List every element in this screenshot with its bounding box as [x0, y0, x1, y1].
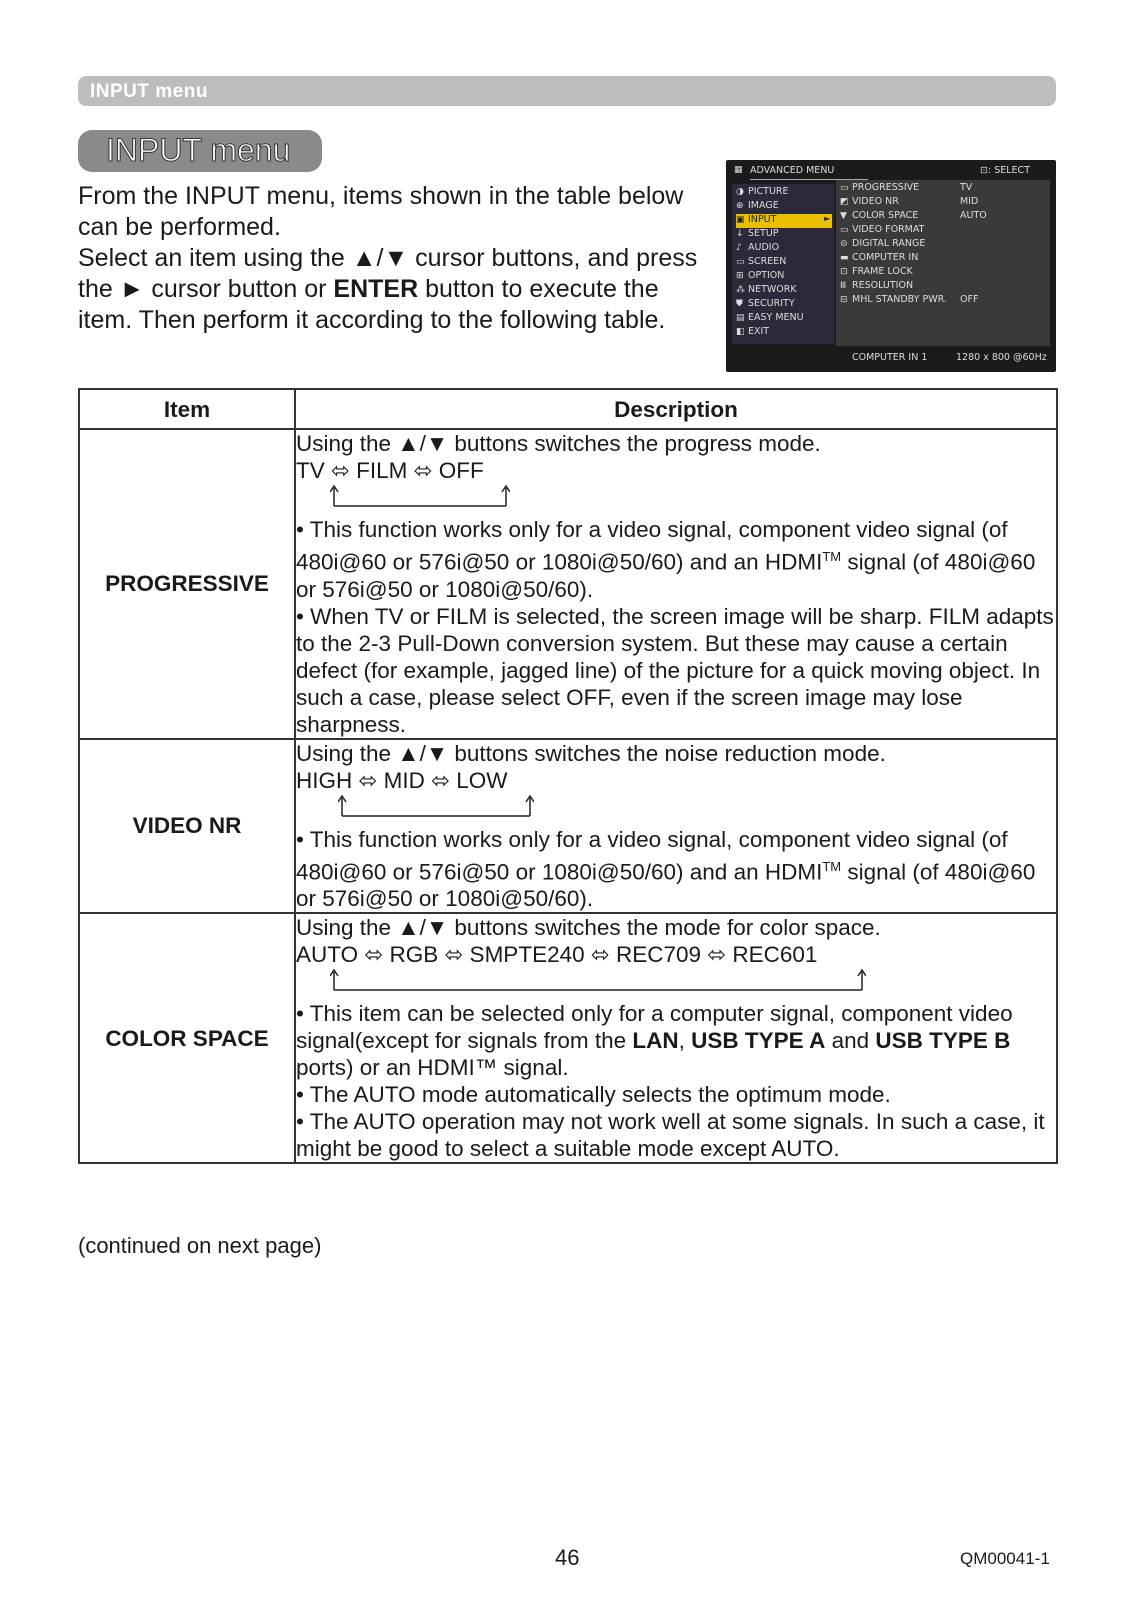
osd-sub-label: MHL STANDBY PWR. [852, 294, 947, 305]
video-format-icon: ▭ [840, 225, 849, 235]
osd-item-label: OPTION [748, 270, 785, 281]
col-header-description: Description [295, 389, 1057, 429]
osd-item-label: PICTURE [748, 186, 789, 197]
intro-line-2a: Select an item using the ▲/▼ cursor buttons, and press the ► cursor button or [78, 244, 698, 303]
image-icon: ⊕ [736, 201, 744, 211]
osd-item-picture [736, 186, 832, 200]
osd-item-input [736, 214, 832, 228]
osd-sub-label: VIDEO NR [852, 196, 899, 207]
osd-item-label: NETWORK [748, 284, 797, 295]
desc-line: Using the ▲/▼ buttons switches the progress mode. [296, 431, 821, 456]
note-text: signal (of 480i@60 or 576i@50 or 1080i@50/60). [296, 859, 1036, 911]
note-text: ports) or an HDMI™ signal. [296, 1055, 569, 1080]
osd-sub-computer-in [840, 252, 1046, 266]
frame-lock-icon: ⊡ [840, 267, 848, 277]
osd-item-exit [736, 326, 832, 340]
picture-icon: ◑ [736, 187, 744, 197]
resolution-icon: Ⅲ [840, 281, 847, 291]
osd-item-security [736, 298, 832, 312]
osd-sub-value: AUTO [960, 210, 987, 221]
note-text: signal (of 480i@60 or 576i@50 or 1080i@50/60). [296, 549, 1036, 602]
desc-progressive [295, 429, 1057, 739]
osd-item-label: INPUT [748, 214, 777, 225]
color-space-icon: ▼ [840, 211, 847, 221]
note-text: • This function works only for a video signal, component video signal (of 480i@60 or 576i@50 or 1080i@50/60) and an HDMI [296, 826, 1008, 884]
page-number: 46 [555, 1545, 580, 1570]
item-video-nr: VIDEO NR [79, 739, 295, 914]
desc-note [296, 516, 1056, 603]
section-header-bar [78, 76, 1056, 106]
mode-sequence: TV ⬄ FILM ⬄ OFF [296, 458, 484, 483]
table-header-row [79, 389, 1057, 429]
item-color-space: COLOR SPACE [79, 913, 295, 1163]
desc-video-nr [295, 739, 1057, 914]
desc-color-space [295, 913, 1057, 1163]
osd-sub-value: OFF [960, 294, 979, 305]
osd-sub-label: DIGITAL RANGE [852, 238, 926, 249]
osd-item-label: IMAGE [748, 200, 779, 211]
osd-item-audio [736, 242, 832, 256]
usb-type-a-keyword: USB TYPE A [691, 1028, 826, 1053]
osd-sub-mhl-standby [840, 294, 1046, 308]
osd-status-resolution: 1280 x 800 @60Hz [956, 352, 1047, 363]
advanced-menu-screenshot [726, 160, 1056, 372]
osd-item-setup [736, 228, 832, 242]
note-text: • This item can be selected only for a computer signal, component video signal(except for signals from the [296, 1001, 1013, 1053]
osd-item-network [736, 284, 832, 298]
loop-arrow-icon [338, 794, 1056, 820]
trademark: TM [822, 549, 842, 564]
trademark: TM [822, 858, 842, 874]
osd-sub-label: COMPUTER IN [852, 252, 919, 263]
osd-sub-value: MID [960, 196, 979, 207]
desc-note: • The AUTO operation may not work well at some signals. In such a case, it might be good to select a suitable mode except AUTO. [296, 1109, 1045, 1161]
note-text: and [825, 1028, 876, 1053]
osd-select-hint: ⊡: SELECT [980, 165, 1030, 176]
osd-sub-video-nr [840, 196, 1046, 210]
progressive-icon: ▭ [840, 183, 849, 193]
osd-right-menu [836, 180, 1050, 346]
osd-sub-color-space [840, 210, 1046, 224]
osd-item-image [736, 200, 832, 214]
computer-in-icon: ▬ [840, 253, 849, 263]
osd-item-screen [736, 256, 832, 270]
osd-item-label: SECURITY [748, 298, 795, 309]
security-icon: ⛊ [736, 299, 743, 309]
osd-header-title: ADVANCED MENU [750, 165, 835, 176]
intro-text [78, 181, 718, 336]
osd-item-label: SETUP [748, 228, 779, 239]
video-nr-icon: ◩ [840, 197, 849, 207]
option-icon: ⊞ [736, 271, 744, 281]
table-row-color-space [79, 913, 1057, 1163]
screen-icon: ▭ [736, 257, 745, 267]
select-icon: ⊡ [980, 165, 988, 176]
document-code: QM00041-1 [960, 1549, 1050, 1568]
note-text: • This function works only for a video signal, component video signal (of 480i@60 or 576i@50 or 1080i@50/60) and an HDMI [296, 517, 1008, 575]
osd-sub-frame-lock [840, 266, 1046, 280]
desc-line: Using the ▲/▼ buttons switches the mode for color space. [296, 915, 881, 940]
page-title: INPUT menu [106, 132, 291, 168]
desc-note [296, 826, 1056, 913]
osd-item-option [736, 270, 832, 284]
continued-note: (continued on next page) [78, 1233, 322, 1258]
input-menu-table [78, 388, 1058, 1164]
lan-keyword: LAN [632, 1028, 679, 1053]
audio-icon: ♪ [736, 243, 742, 253]
osd-header [732, 163, 1050, 177]
osd-select-label: SELECT [994, 165, 1030, 176]
intro-line-1: From the INPUT menu, items shown in the table below can be performed. [78, 182, 684, 241]
table-row-progressive [79, 429, 1057, 739]
loop-arrow-icon [330, 968, 1056, 994]
setup-icon: ↓ [736, 229, 744, 239]
osd-item-easy-menu [736, 312, 832, 326]
osd-left-menu [732, 184, 834, 344]
page-title-pill [78, 130, 322, 172]
osd-sub-label: FRAME LOCK [852, 266, 913, 277]
section-header-text: INPUT menu [90, 81, 208, 102]
digital-range-icon: ⊝ [840, 239, 848, 249]
osd-sub-label: VIDEO FORMAT [852, 224, 925, 235]
usb-type-b-keyword: USB TYPE B [875, 1028, 1011, 1053]
osd-sub-progressive [840, 182, 1046, 196]
network-icon: ⁂ [736, 285, 745, 295]
intro-line-2c: button to execute the item. Then perform it according to the following table. [78, 275, 666, 334]
menu-icon: ▦ [734, 165, 743, 175]
osd-sub-label: COLOR SPACE [852, 210, 919, 221]
osd-item-label: EXIT [748, 326, 770, 337]
table-row-video-nr [79, 739, 1057, 914]
mode-sequence: HIGH ⬄ MID ⬄ LOW [296, 767, 508, 793]
intro-line-2 [78, 243, 718, 336]
desc-line: Using the ▲/▼ buttons switches the noise reduction mode. [296, 740, 886, 766]
easy-menu-icon: ▤ [736, 313, 745, 323]
osd-status-source: COMPUTER IN 1 [852, 352, 928, 363]
input-icon: ▣ [736, 215, 745, 225]
mhl-icon: ⊟ [840, 295, 848, 305]
exit-icon: ◧ [736, 327, 745, 337]
item-progressive: PROGRESSIVE [79, 429, 295, 739]
desc-note: • When TV or FILM is selected, the screen image will be sharp. FILM adapts to the 2-3 Pull-Down conversion system. But these may cause a certain defect (for example, jagged line) of the picture for a quick moving object. In such a case, please select OFF, even if the screen image may lose sharpness. [296, 603, 1054, 737]
osd-item-label: EASY MENU [748, 312, 804, 323]
osd-sub-resolution [840, 280, 1046, 294]
desc-note [296, 1000, 1056, 1081]
osd-sub-digital-range [840, 238, 1046, 252]
osd-sub-value: TV [960, 182, 973, 193]
osd-sub-label: PROGRESSIVE [852, 182, 920, 193]
osd-sub-label: RESOLUTION [852, 280, 914, 291]
col-header-item: Item [79, 389, 295, 429]
mode-sequence: AUTO ⬄ RGB ⬄ SMPTE240 ⬄ REC709 ⬄ REC601 [296, 942, 818, 967]
selected-arrow-icon: ► [824, 214, 831, 223]
enter-keyword: ENTER [333, 275, 419, 303]
desc-note: • The AUTO mode automatically selects the optimum mode. [296, 1082, 891, 1107]
osd-item-label: SCREEN [748, 256, 787, 267]
loop-arrow-icon [330, 484, 1056, 510]
osd-item-label: AUDIO [748, 242, 780, 253]
note-text: , [678, 1028, 692, 1053]
osd-sub-video-format [840, 224, 1046, 238]
